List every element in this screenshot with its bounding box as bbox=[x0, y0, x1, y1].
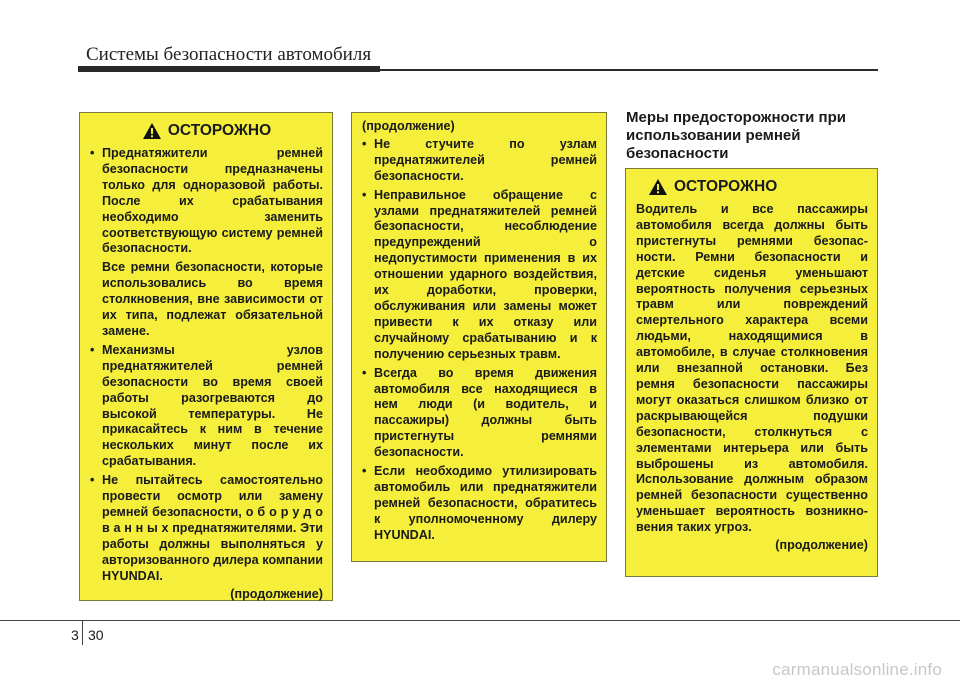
warning-box-1 bbox=[79, 112, 333, 601]
warning-triangle-icon bbox=[142, 122, 162, 140]
list-item: • Преднатяжители ремней безопасности предназначены только для одноразовой работы. После их срабатывания необходимо заменить соответствующую систему ремней безопасности. Все ремни безопасности, которые использовались во время столкновения, вне зависимости от их типа, подлежат обязательной замене. bbox=[90, 146, 323, 338]
footer-rule bbox=[0, 620, 960, 621]
warning-heading: ОСТОРОЖНО bbox=[648, 177, 868, 197]
section-number: 3 bbox=[71, 627, 79, 643]
page-number: 30 bbox=[88, 627, 104, 643]
warning-list-2 bbox=[362, 137, 597, 544]
warning-heading: ОСТОРОЖНО bbox=[90, 121, 323, 141]
header-rule-thick bbox=[78, 66, 380, 72]
continued-label: (продолжение) bbox=[362, 119, 455, 133]
watermark: carmanualsonline.info bbox=[772, 660, 942, 679]
warning-triangle-icon bbox=[648, 178, 668, 196]
list-item: • Механизмы узлов преднатяжителей ремней безопасности во время своей работы разогреваются до высокой температуры. Не прикасайтесь к ним в течение нескольких минут после их срабатывания. bbox=[90, 342, 323, 469]
page-separator bbox=[82, 621, 83, 645]
continued-label: (продолжение) bbox=[775, 538, 868, 553]
list-item: • Всегда во время движения автомобиля все находящиеся в нем люди (и водитель, и пассажиры) должны быть пристегнуты ремнями безопасности. bbox=[362, 365, 597, 460]
list-item: • Не стучите по узлам преднатяжителей ремней безопасности. bbox=[362, 136, 597, 183]
continued-label: (продолжение) bbox=[230, 587, 323, 602]
warning-box-3 bbox=[625, 168, 878, 577]
warning-text: Водитель и все пассажиры автомобиля всегда должны быть пристегнуты ремнями безопас-ности. Ремни безопасности и детские сиденья уменьшают вероятность получения серьезных травм или повреждений смертельного характера всеми людьми, находящимися в автомобиле, в случае столкновения или внезапной остановки. Без ремня безопасности пассажиры могут оказаться слишком близко от раскрывающейся подушки безопасности, столкнуться с элементами интерьера или быть выброшены из автомобиля. Использование должным образом ремней безопасности существенно уменьшает вероятность возникно-вения таких угроз. bbox=[636, 202, 868, 535]
warning-box-2 bbox=[351, 112, 607, 562]
section-title: Меры предосторожности при использовании ремней безопасности bbox=[626, 109, 846, 162]
list-item: • Неправильное обращение с узлами преднатяжителей ремней безопасности, несоблюдение предупреждений о недопустимости применения в их отношении ударного воздействия, их доработки, проверки, обслуживания или замены может привести к их отказу или случайному срабатыванию и к получению серьезных травм. bbox=[362, 187, 597, 361]
warning-list-1 bbox=[90, 146, 323, 584]
list-item: • Если необходимо утилизировать автомобиль или преднатяжители ремней безопасности, обратитесь к уполномоченному дилеру HYUNDAI. bbox=[362, 464, 597, 542]
header-title: Системы безопасности автомобиля bbox=[86, 44, 372, 65]
list-item: • Не пытайтесь самостоятельно провести осмотр или замену ремней безопасности, о б о р у д о в а н н ы х преднатяжителями. Эти работы должны выполняться у авторизованного дилера компании HYUNDAI. bbox=[90, 473, 323, 583]
header-rule-thin bbox=[380, 69, 878, 71]
